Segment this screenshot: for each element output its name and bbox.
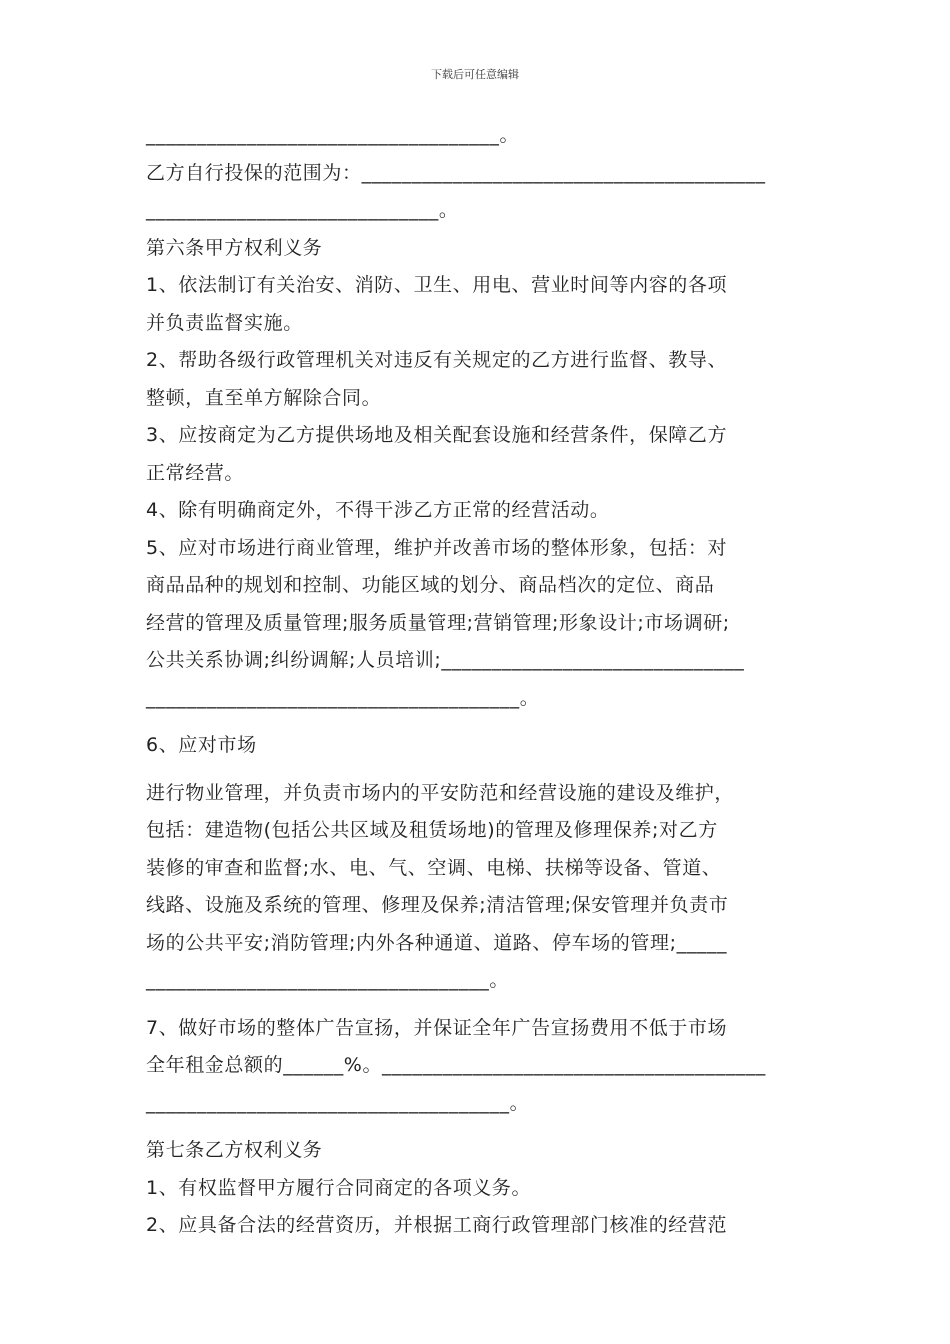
text-line: 2、应具备合法的经营资历，并根据工商行政管理部门核准的经营范 <box>146 1214 728 1236</box>
header-note: 下载后可任意编辑 <box>431 68 519 81</box>
text-line: 包括：建造物(包括公共区域及租赁场地)的管理及修理保养;对乙方 <box>146 819 718 841</box>
document-body <box>146 117 808 1245</box>
text-line: 正常经营。 <box>146 461 245 484</box>
text-line: 进行物业管理，并负责市场内的平安防范和经营设施的建设及维护， <box>146 781 735 804</box>
blank-line: _____________________________。 <box>146 199 459 221</box>
paragraph-gap <box>146 1000 808 1010</box>
insurance-scope-line: 乙方自行投保的范围为：________________________________________ <box>146 161 766 184</box>
text-line: 4、除有明确商定外，不得干涉乙方正常的经营活动。 <box>146 499 610 521</box>
text-line: 2、帮助各级行政管理机关对违反有关规定的乙方进行监督、教导、 <box>146 349 728 371</box>
paragraph-gap <box>146 717 808 727</box>
paragraph-gap <box>146 1122 808 1132</box>
text-line: 线路、设施及系统的管理、修理及保养;清洁管理;保安管理并负责市 <box>146 894 729 916</box>
text-line: 公共关系协调;纠纷调解;人员培训;______________________________ <box>146 649 745 671</box>
text-line: 全年租金总额的______%。______________________________________ <box>146 1054 766 1076</box>
article-7-heading: 第七条乙方权利义务 <box>146 1139 323 1161</box>
blank-line: _____________________________________。 <box>146 686 540 709</box>
text-line: 装修的审查和监督;水、电、气、空调、电梯、扶梯等设备、管道、 <box>146 856 722 879</box>
text-line: 经营的管理及质量管理;服务质量管理;营销管理;形象设计;市场调研; <box>146 611 730 634</box>
text-line: 整顿，直至单方解除合同。 <box>146 386 382 409</box>
text-line: 3、应按商定为乙方提供场地及相关配套设施和经营条件，保障乙方 <box>146 424 728 446</box>
blank-line: ___________________________________。 <box>146 124 520 146</box>
text-line: 场的公共平安;消防管理;内外各种通道、道路、停车场的管理;_____ <box>146 931 728 954</box>
text-line: 6、应对市场 <box>146 734 257 756</box>
text-line: 商品品种的规划和控制、功能区域的划分、商品档次的定位、商品 <box>146 574 715 596</box>
text-line: 并负责监督实施。 <box>146 311 303 334</box>
text-line: 5、应对市场进行商业管理，维护并改善市场的整体形象，包括：对 <box>146 536 728 559</box>
blank-line: __________________________________。 <box>146 969 509 991</box>
paragraph-gap <box>146 765 808 775</box>
text-line: 1、依法制订有关治安、消防、卫生、用电、营业时间等内容的各项 <box>146 274 728 296</box>
blank-line: ____________________________________。 <box>146 1091 530 1114</box>
text-line: 7、做好市场的整体广告宣扬，并保证全年广告宣扬费用不低于市场 <box>146 1016 728 1039</box>
text-line: 1、有权监督甲方履行合同商定的各项义务。 <box>146 1176 532 1199</box>
article-6-heading: 第六条甲方权利义务 <box>146 236 323 259</box>
